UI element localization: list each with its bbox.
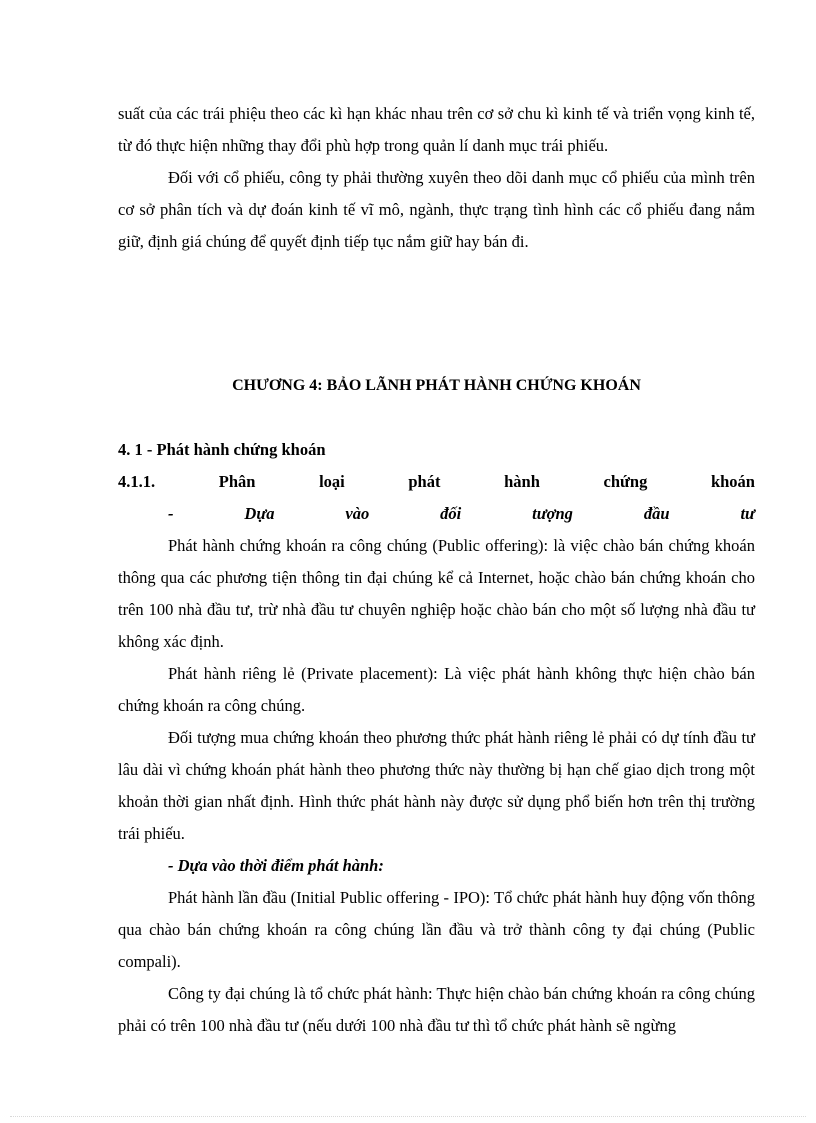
subsection-word: hành: [504, 472, 540, 491]
criteria-word: tượng: [532, 504, 573, 523]
page-content: [118, 98, 755, 1042]
paragraph-ipo: Phát hành lần đầu (Initial Public offering - IPO): Tổ chức phát hành huy động vốn thông qua chào bán chứng khoán ra công chúng lần đầu và trở thành công ty đại chúng (Public compali).: [118, 888, 755, 971]
paragraph-public-company: Công ty đại chúng là tổ chức phát hành: Thực hiện chào bán chứng khoán ra công chúng phải có trên 100 nhà đầu tư (nếu dưới 100 nhà đầu tư thì tổ chức phát hành sẽ ngừng: [118, 984, 755, 1035]
subsection-word: khoán: [710, 472, 755, 491]
criteria-word: -: [168, 504, 174, 523]
paragraph-stocks: Đối với cổ phiếu, công ty phải thường xuyên theo dõi danh mục cổ phiếu của mình trên cơ sở phân tích và dự đoán kinh tế vĩ mô, ngành, thực trạng tình hình các cổ phiếu đang nắm giữ, định giá chúng để quyết định tiếp tục nắm giữ hay bán đi.: [118, 168, 755, 251]
subsection-word: chứng: [603, 472, 648, 491]
criteria-word: vào: [345, 504, 370, 523]
subsection-word: Phân: [218, 472, 256, 491]
subsection-word: 4.1.1.: [118, 472, 156, 491]
criteria-investor: [118, 498, 755, 530]
spacer: [118, 402, 755, 434]
subsection-word: phát: [408, 472, 441, 491]
criteria-timing: - Dựa vào thời điểm phát hành:: [168, 856, 384, 875]
paragraph-bond-continuation: suất của các trái phiệu theo các kì hạn khác nhau trên cơ sở chu kì kinh tế và triển vọng kinh tế, từ đó thực hiện những thay đổi phù hợp trong quản lí danh mục trái phiếu.: [118, 104, 755, 155]
section-title: 4. 1 - Phát hành chứng khoán: [118, 440, 326, 459]
paragraph-public-offering: Phát hành chứng khoán ra công chúng (Public offering): là việc chào bán chứng khoán thông qua các phương tiện thông tin đại chúng kể cả Internet, hoặc chào bán chứng khoán cho trên 100 nhà đầu tư, trừ nhà đầu tư chuyên nghiệp hoặc chào bán cho một số lượng nhà đầu tư không xác định.: [118, 536, 755, 651]
page-bottom-divider: [10, 1116, 806, 1117]
criteria-word: đầu: [643, 504, 670, 523]
paragraph-private-placement: Phát hành riêng lẻ (Private placement): Là việc phát hành không thực hiện chào bán chứng khoán ra công chúng.: [118, 664, 755, 715]
subsection-word: loại: [319, 472, 345, 491]
criteria-word: đối: [440, 504, 462, 523]
criteria-word: tư: [740, 504, 755, 523]
subsection-title: [118, 466, 755, 498]
criteria-word: Dựa: [244, 504, 275, 523]
paragraph-private-buyers: Đối tượng mua chứng khoán theo phương thức phát hành riêng lẻ phải có dự tính đầu tư lâu dài vì chứng khoán phát hành theo phương thức này thường bị hạn chế giao dịch trong một khoản thời gian nhất định. Hình thức phát hành này được sử dụng phổ biến hơn trên thị trường trái phiếu.: [118, 728, 755, 843]
chapter-title: CHƯƠNG 4: BẢO LÃNH PHÁT HÀNH CHỨNG KHOÁN: [232, 377, 641, 394]
spacer: [118, 258, 755, 370]
